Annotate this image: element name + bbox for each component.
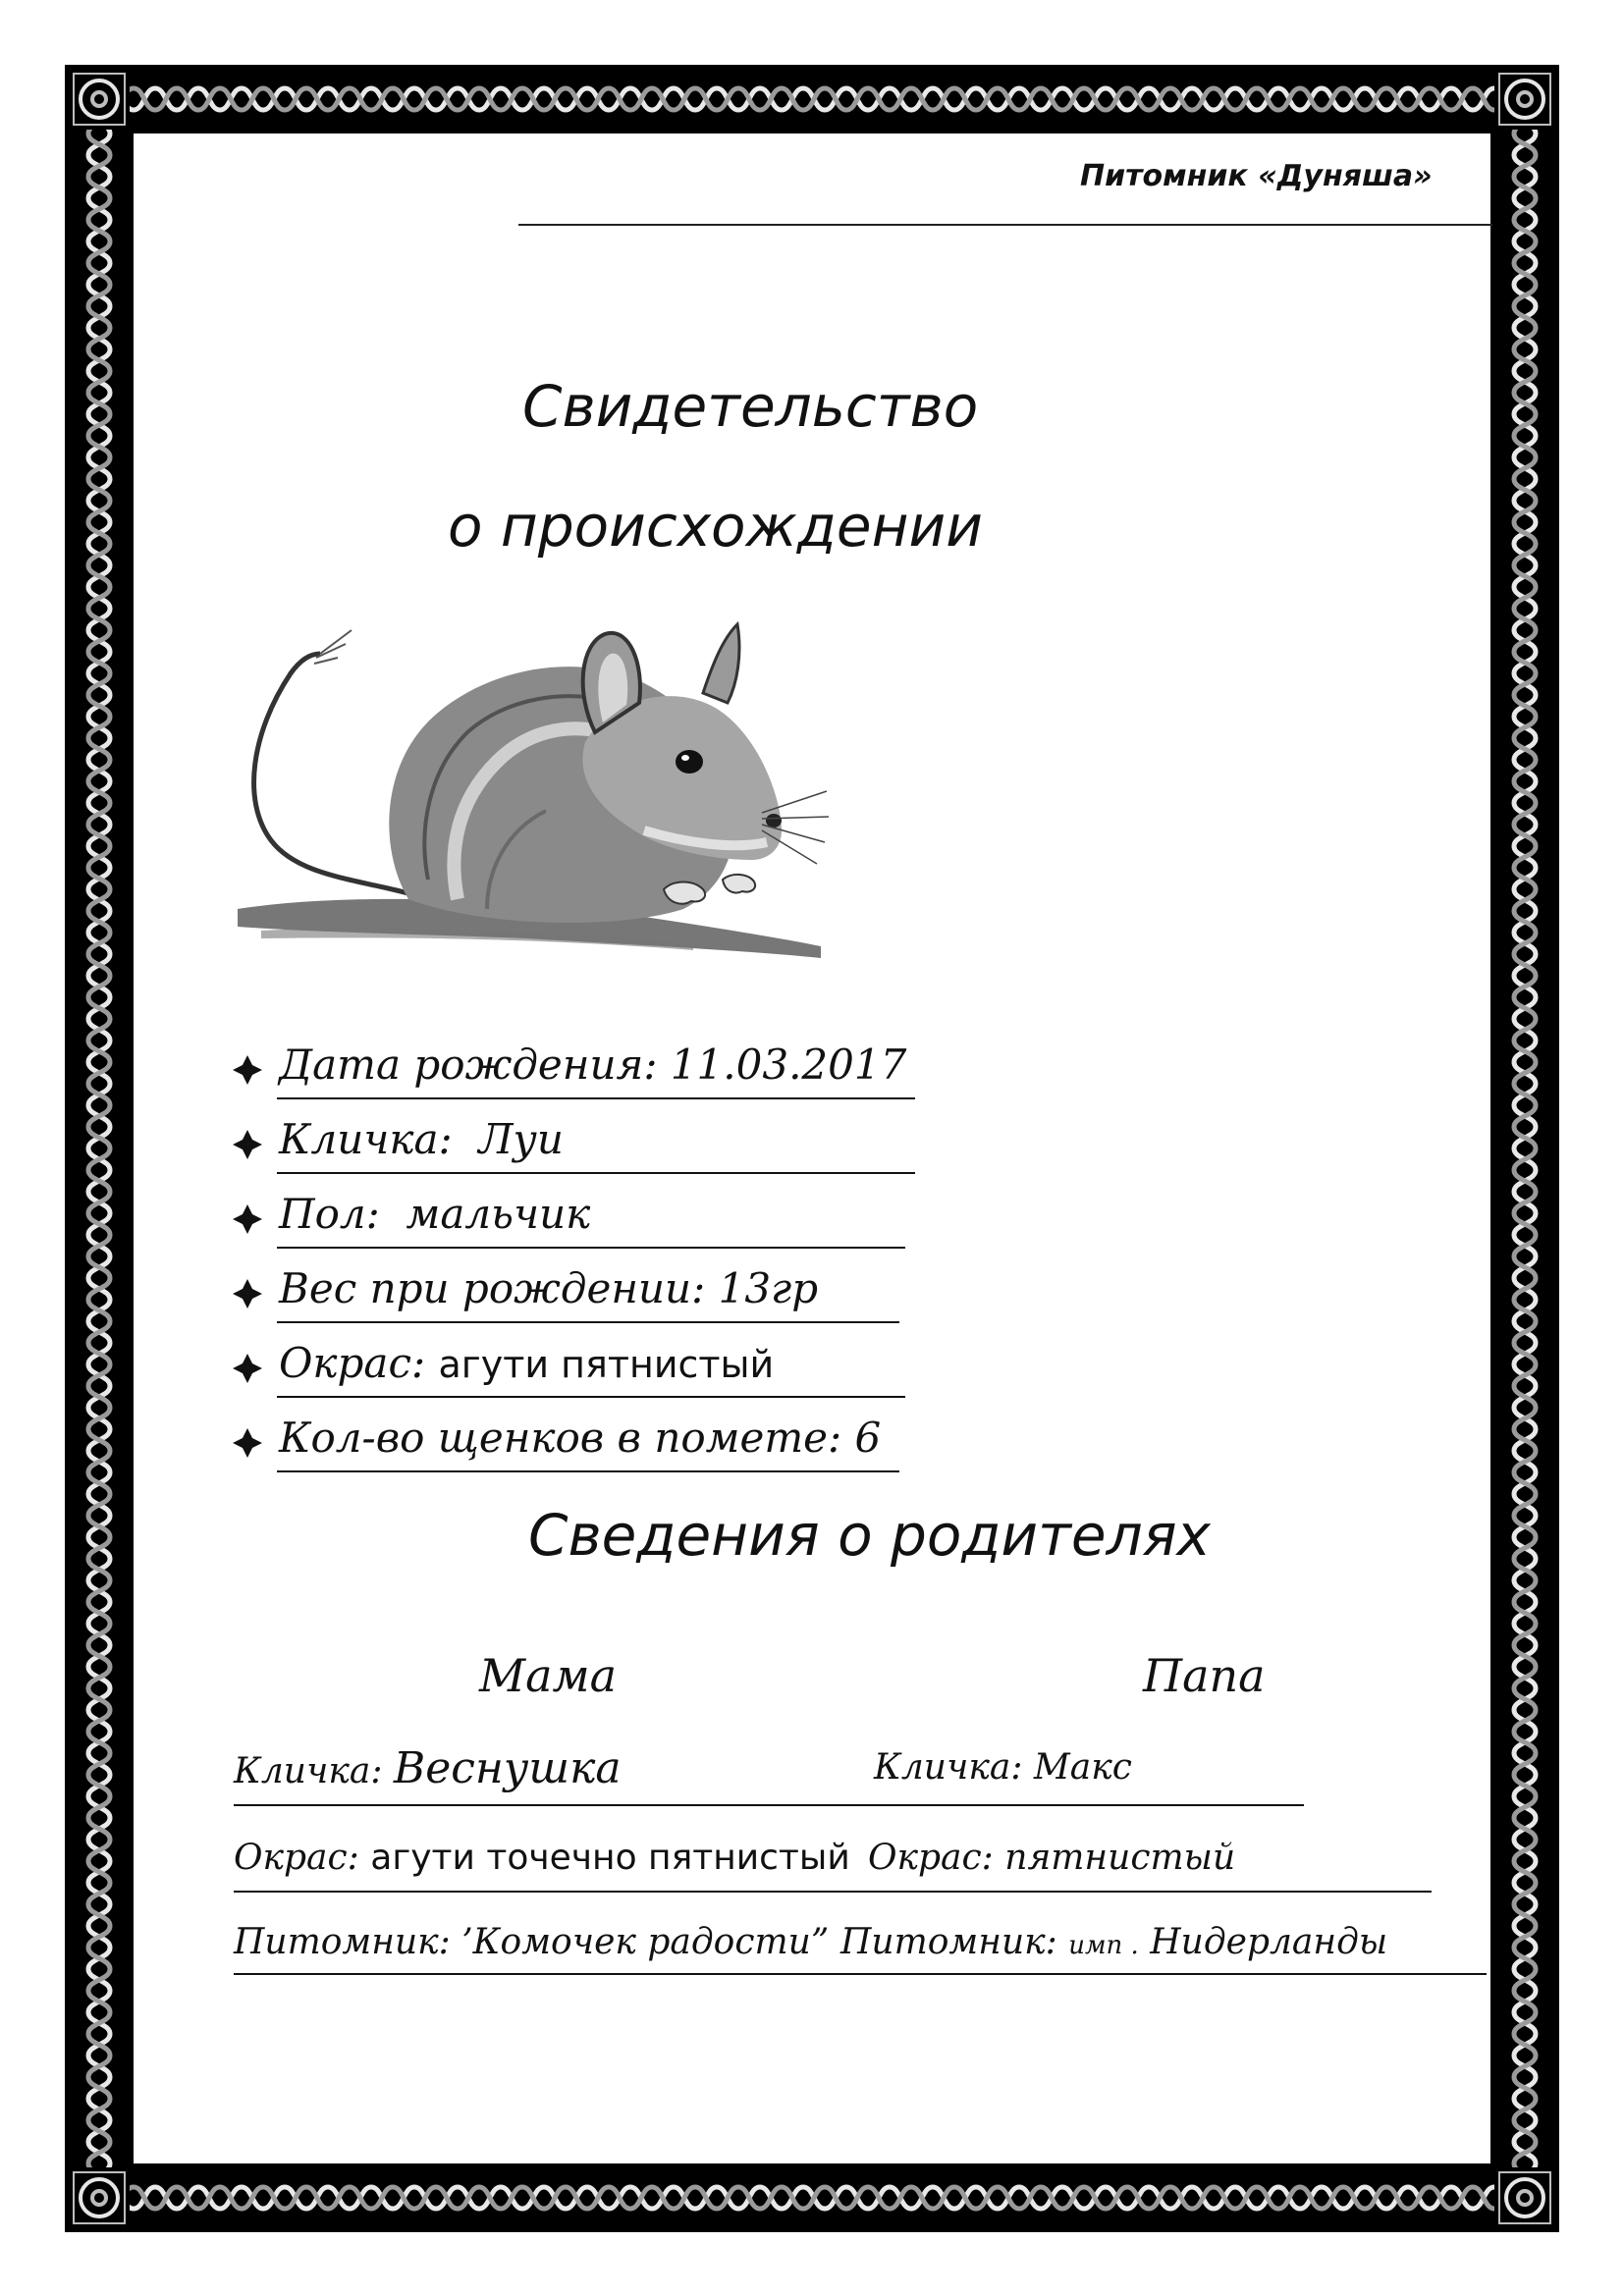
father-color-value: пятнистый — [1004, 1838, 1236, 1878]
frame-band-right — [1494, 69, 1555, 2228]
father-name-value: Макс — [1033, 1747, 1132, 1788]
father-kennel-label: Питомник: — [840, 1922, 1057, 1962]
field-birth-date — [232, 1041, 978, 1115]
diamond-bullet-icon — [232, 1353, 263, 1384]
field-underline — [277, 1396, 905, 1398]
mother-kennel-value: ’Комочек радости” — [461, 1922, 830, 1962]
field-name-text — [279, 1115, 564, 1163]
field-value: мальчик — [406, 1190, 591, 1238]
frame-corner-ornament-top-left — [69, 69, 130, 130]
mouse-drawing-icon — [232, 585, 831, 991]
field-birth-date-text — [279, 1041, 906, 1089]
father-kennel-prefix: имп . — [1068, 1931, 1139, 1960]
diamond-bullet-icon — [232, 1129, 263, 1160]
frame-corner-ornament-bottom-left — [69, 2167, 130, 2228]
field-underline — [277, 1321, 899, 1323]
parents-section-title: Сведения о родителях — [528, 1502, 1211, 1569]
field-underline — [277, 1247, 905, 1249]
mother-color-value: агути точечно пятнистый — [370, 1838, 850, 1878]
frame-band-left — [69, 69, 130, 2228]
mother-color-label: Окрас: — [234, 1838, 359, 1878]
mother-name-label: Кличка: — [234, 1751, 383, 1791]
field-label: Кличка: — [279, 1115, 453, 1163]
father-color — [868, 1838, 1235, 1878]
mother-kennel-label: Питомник: — [234, 1922, 451, 1962]
mother-name — [234, 1743, 622, 1793]
field-birth-weight-text — [279, 1264, 818, 1312]
father-color-label: Окрас: — [868, 1838, 994, 1878]
field-value: 6 — [854, 1414, 882, 1462]
parents-row-underline — [234, 1804, 1304, 1806]
parents-row-underline — [234, 1973, 1487, 1975]
father-name — [874, 1747, 1132, 1788]
father-heading: Папа — [1143, 1649, 1266, 1702]
frame-band-top — [69, 69, 1555, 130]
diamond-bullet-icon — [232, 1278, 263, 1309]
field-underline — [277, 1097, 915, 1099]
field-underline — [277, 1172, 915, 1174]
frame-band-bottom — [69, 2167, 1555, 2228]
field-label: Окрас: — [279, 1339, 426, 1387]
field-litter-size — [232, 1414, 978, 1488]
diamond-bullet-icon — [232, 1054, 263, 1086]
field-label: Вес при рождении: — [279, 1264, 706, 1312]
mother-color — [234, 1838, 850, 1878]
diamond-bullet-icon — [232, 1203, 263, 1235]
mother-name-value: Веснушка — [393, 1743, 622, 1793]
mother-kennel — [234, 1922, 829, 1962]
field-sex — [232, 1190, 978, 1264]
field-value: агути пятнистый — [438, 1343, 775, 1386]
puppy-details-list — [232, 1041, 978, 1488]
frame-corner-ornament-top-right — [1494, 69, 1555, 130]
kennel-name: Питомник «Дуняша» — [1080, 159, 1433, 193]
parents-row-underline — [234, 1891, 1432, 1893]
field-name — [232, 1115, 978, 1190]
field-birth-weight — [232, 1264, 978, 1339]
field-underline — [277, 1470, 899, 1472]
header-rule — [518, 224, 1492, 226]
certificate-title-line2: о происхождении — [448, 493, 983, 560]
father-kennel — [840, 1922, 1387, 1962]
father-name-label: Кличка: — [874, 1747, 1023, 1788]
field-value: 13гр — [718, 1264, 819, 1312]
field-label: Кол-во щенков в помете: — [279, 1414, 842, 1462]
field-color — [232, 1339, 978, 1414]
field-sex-text — [279, 1190, 590, 1238]
frame-corner-ornament-bottom-right — [1494, 2167, 1555, 2228]
field-value: 11.03.2017 — [670, 1041, 907, 1089]
field-color-text — [279, 1339, 774, 1387]
field-label: Пол: — [279, 1190, 380, 1238]
field-value: Луи — [478, 1115, 564, 1163]
field-label: Дата рождения: — [279, 1041, 658, 1089]
diamond-bullet-icon — [232, 1427, 263, 1459]
father-kennel-value: Нидерланды — [1150, 1922, 1388, 1962]
field-litter-size-text — [279, 1414, 881, 1462]
certificate-title-line1: Свидетельство — [522, 373, 979, 440]
mother-heading: Мама — [479, 1649, 618, 1702]
